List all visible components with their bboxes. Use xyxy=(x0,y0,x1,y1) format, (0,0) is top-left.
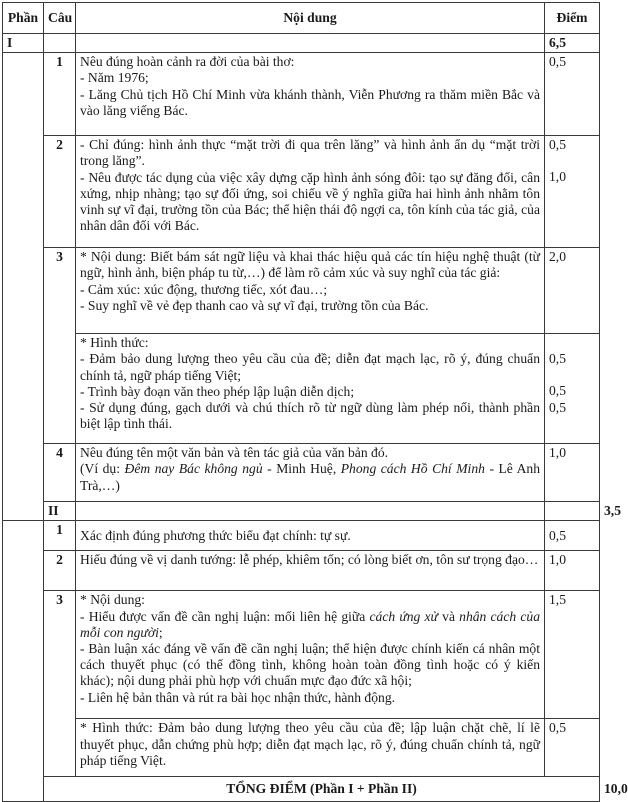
question-score: 0,5 xyxy=(545,719,600,777)
section-label: II xyxy=(44,502,76,521)
question-number: 1 xyxy=(44,521,76,551)
question-number: 2 xyxy=(44,136,76,248)
question-number: 4 xyxy=(44,444,76,502)
content-line: - Chỉ đúng: hình ảnh thực “mặt trời đi qua trên lăng” và hình ảnh ẩn dụ “mặt trời trong lăng”. xyxy=(80,137,540,169)
table-row xyxy=(3,136,600,248)
total-row: TỔNG ĐIỂM (Phần I + Phần II) 10,0 xyxy=(3,777,600,802)
question-score: 0,5 xyxy=(545,53,600,136)
table-row xyxy=(3,719,600,777)
question-score: 2,0 xyxy=(545,248,600,334)
content-line: - Năm 1976; xyxy=(80,70,149,86)
question-content xyxy=(76,53,545,136)
question-content xyxy=(76,334,545,444)
content-line: - Liên hệ bản thân và rút ra bài học nhận thức, hành động. xyxy=(80,689,396,705)
section-label: I xyxy=(3,34,44,53)
content-line: - Suy nghĩ về vẻ đẹp thanh cao và sự vĩ đại, trường tồn của Bác. xyxy=(80,297,429,313)
header-diem: Điểm xyxy=(545,3,600,34)
table-row xyxy=(3,591,600,719)
content-line: Nêu đúng tên một văn bản và tên tác giả của văn bản đó. xyxy=(80,445,389,461)
question-number: 1 xyxy=(44,53,76,136)
question-content xyxy=(76,444,545,502)
question-score: 1,0 xyxy=(545,444,600,502)
question-content xyxy=(76,591,545,719)
question-number: 3 xyxy=(44,591,76,777)
header-cau: Câu xyxy=(44,3,76,34)
question-score: 1,0 xyxy=(545,551,600,591)
question-score: 0,5 0,5 0,5 xyxy=(545,334,600,444)
question-score: 0,5 1,0 xyxy=(545,136,600,248)
question-score: 1,5 xyxy=(545,591,600,719)
content-line: (Ví dụ: Đêm nay Bác không ngủ - Minh Huệ, Phong cách Hồ Chí Minh - Lê Anh Trà,…) xyxy=(80,461,540,493)
content-line: * Hình thức: xyxy=(80,335,149,351)
question-content: Hiểu đúng về vị danh tướng: lễ phép, khiêm tốn; có lòng biết ơn, tôn sư trọng đạo… xyxy=(76,551,545,591)
section-score: 6,5 xyxy=(545,34,600,53)
table-row xyxy=(3,334,600,444)
question-content: * Hình thức: Đảm bảo dung lượng theo yêu cầu của đề; lập luận chặt chẽ, lí lẽ thuyết phục, dẫn chứng phù hợp; diễn đạt mạch lạc, rõ ý, đúng chuẩn chính tả, ngữ pháp tiếng Việt. xyxy=(76,719,545,777)
section-row: II 3,5 xyxy=(3,502,600,521)
header-row xyxy=(3,3,600,34)
table-row xyxy=(3,53,600,136)
question-content xyxy=(76,136,545,248)
question-number: 3 xyxy=(44,248,76,444)
question-score: 0,5 xyxy=(545,521,600,551)
total-label: TỔNG ĐIỂM (Phần I + Phần II) xyxy=(44,777,600,802)
content-line: - Nêu được tác dụng của việc xây dựng cặp hình ảnh sóng đôi: tạo sự đăng đối, cân xứng, nhịp nhàng; tạo sự đối ứng, soi chiếu về ý nghĩa giữa hai hình ảnh nhằm tôn vinh sự vĩ đại, trường tồn của Bác; thể hiện thái độ ngợi ca, tôn kính của tác giả, của nhân dân đối với Bác. xyxy=(80,169,540,234)
content-line: - Đảm bảo dung lượng theo yêu cầu của đề; diễn đạt mạch lạc, rõ ý, đúng chuẩn chính tả, ngữ pháp tiếng Việt; xyxy=(80,351,540,383)
content-line: * Nội dung: xyxy=(80,592,145,608)
table-row xyxy=(3,444,600,502)
content-line: - Cảm xúc: xúc động, thương tiếc, xót đau…; xyxy=(80,281,328,297)
content-line: * Nội dung: Biết bám sát ngữ liệu và khai thác hiệu quả các tín hiệu nghệ thuật (từ ngữ, hình ảnh, biện pháp tu từ,…) để làm rõ cảm xúc và suy nghĩ của tác giả: xyxy=(80,249,540,281)
scoring-table xyxy=(2,2,628,802)
question-content xyxy=(76,248,545,334)
section-row xyxy=(3,34,600,53)
content-line: - Sử dụng đúng, gạch dưới và chú thích rõ từ ngữ dùng làm phép nối, thành phần biệt lập tình thái. xyxy=(80,400,540,432)
content-line: - Trình bày đoạn văn theo phép lập luận diễn dịch; xyxy=(80,383,355,399)
content-line: - Lăng Chủ tịch Hồ Chí Minh vừa khánh thành, Viễn Phương ra thăm miền Bắc và vào lăng viếng Bác. xyxy=(80,86,540,118)
content-line: Nêu đúng hoàn cảnh ra đời của bài thơ: xyxy=(80,54,295,70)
header-noidung: Nội dung xyxy=(76,3,545,34)
content-line: - Bàn luận xác đáng về vấn đề cần nghị luận; thể hiện được chính kiến cá nhân một cách thuyết phục (có thể đồng tình, không hoàn toàn đồng tình hoặc có ý kiến khác); nội dung phải phù hợp với chuẩn mực đạo đức xã hội; xyxy=(80,641,540,689)
table-row xyxy=(3,551,600,591)
question-number: 2 xyxy=(44,551,76,591)
header-phan: Phần xyxy=(3,3,44,34)
table-row xyxy=(3,248,600,334)
table-row xyxy=(3,521,600,551)
question-content: Xác định đúng phương thức biểu đạt chính: tự sự. xyxy=(76,521,545,551)
content-line: - Hiểu được vấn đề cần nghị luận: mối liên hệ giữa cách ứng xử và nhân cách của mỗi con người; xyxy=(80,608,540,640)
